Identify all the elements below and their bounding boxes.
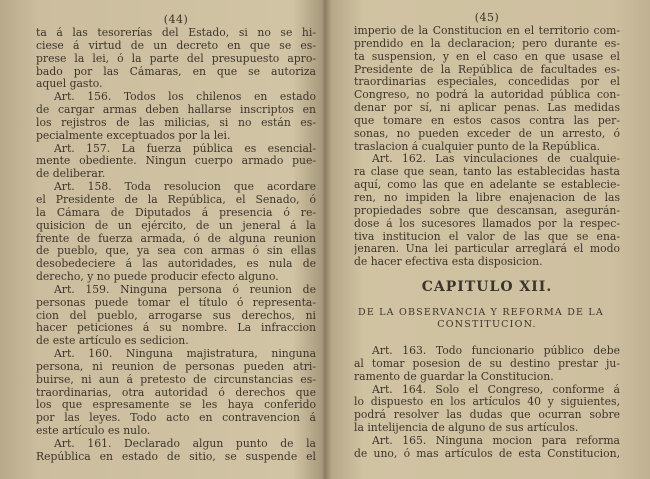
text-line: Presidente de la República de facultades es- (354, 63, 620, 76)
text-line: bado por las Cámaras, en que se autoriza (36, 65, 316, 78)
text-line: este artículo es nulo. (36, 425, 151, 438)
text-line: ren, no impiden la libre enajenacion de las (354, 191, 620, 204)
text-line: el Presidente de la República, el Senado, ó (36, 193, 316, 206)
text-line: de este artículo es sedicion. (36, 335, 189, 348)
left-page-text (36, 27, 316, 464)
text-line: de cargar armas deben hallarse inscriptos en (36, 104, 316, 117)
text-line: personas puede tomar el título ó representa- (36, 296, 316, 309)
text-line: aquel gasto. (36, 78, 103, 91)
text-line: frente de fuerza armada, ó de alguna reunion (36, 232, 316, 245)
article-line: Art. 159. Ninguna persona ó reunion de (54, 283, 316, 296)
text-line: Congreso, no podrá la autoridad pública con- (354, 89, 620, 102)
article-line: Art. 161. Declarado algun punto de la (54, 438, 316, 450)
article-line: Art. 163. Todo funcionario público debe (372, 345, 620, 358)
text-line: al tomar posesion de su destino prestar ju- (354, 357, 620, 370)
article-line: Art. 164. Solo el Congreso, conforme á (372, 383, 620, 396)
text-line: traslacion á cualquier punto de la República. (354, 140, 601, 153)
text-line: ta suspension, y en el caso en que usase el (354, 50, 620, 63)
text-line: traordinarias especiales, concedidas por el (354, 76, 620, 89)
right-page-text-top (354, 25, 620, 269)
text-line: ra clase que sean, tanto las establecidas hasta (354, 166, 620, 179)
right-page (328, 0, 650, 479)
text-line: de uno, ó mas artículos de esta Constitucion, (354, 447, 620, 460)
text-line: lo dispuesto en los artículos 40 y siguientes, (354, 396, 620, 409)
text-line: buirse, ni aun á pretesto de circunstancias es- (36, 373, 316, 386)
text-line: dose á los sucesores llamados por la respec- (354, 217, 620, 230)
left-page (0, 0, 322, 479)
article-line: Art. 157. La fuerza pública es esencial- (54, 142, 316, 155)
text-line: de pueblo, que, ya sea con armas ó sin ellas (36, 245, 316, 258)
text-line: aquí, como las que en adelante se establecie- (354, 179, 620, 192)
text-line: cion del pueblo, arrogarse sus derechos, ni (36, 309, 316, 322)
page-number: (45) (474, 11, 500, 24)
page-number: (44) (163, 13, 189, 26)
text-line: República en estado de sitio, se suspende el (36, 450, 316, 463)
text-line: ciese á virtud de un decreto en que se es- (36, 39, 316, 52)
article-line: Art. 165. Ninguna mocion para reforma (372, 434, 620, 447)
text-line: quisicion de un ejército, de un jeneral á la (36, 219, 316, 232)
text-line: por las leyes. Todo acto en contravencion á (36, 412, 316, 425)
text-line: traordinarias, otra autoridad ó derechos que (36, 386, 316, 399)
text-line: propiedades sobre que descansan, asegurán- (354, 204, 620, 217)
text-line: prese la lei, ó la parte del presupuesto apro- (36, 52, 316, 65)
text-line: ramento de guardar la Constitucion. (354, 370, 554, 383)
text-line: persona, ni reunion de personas pueden atri- (36, 360, 316, 373)
text-line: la intelijencia de alguno de sus artículos. (354, 422, 579, 435)
chapter-title: CAPITULO XII. (421, 279, 553, 296)
article-line: Art. 162. Las vinculaciones de cualquie- (372, 153, 620, 166)
text-line: los que espresamente se les haya conferido (36, 399, 316, 412)
section-title: DE LA OBSERVANCIA Y REFORMA DE LA (358, 307, 604, 319)
text-line: derecho, y no puede producir efecto alguno. (36, 271, 279, 284)
text-line: pecialmente exceptuados por la lei. (36, 129, 231, 142)
article-line: Art. 156. Todos los chilenos en estado (54, 91, 316, 104)
text-line: de deliberar. (36, 168, 106, 181)
text-line: jenaren. Una lei particular arreglará el modo (354, 243, 620, 256)
text-line: desobedeciere á las autoridades, es nula de (36, 258, 316, 271)
text-line: imperio de la Constitucion en el territorio com- (354, 25, 620, 37)
text-line: los rejistros de las milicias, si no están es- (36, 116, 316, 129)
section-title-continued: CONSTITUCION. (437, 319, 537, 331)
article-line: Art. 158. Toda resolucion que acordare (54, 181, 316, 194)
text-line: prendido en la declaracion; pero durante es- (354, 37, 620, 50)
article-line: Art. 160. Ninguna majistratura, ninguna (54, 348, 316, 361)
text-line: de hacer efectiva esta disposicion. (354, 256, 543, 269)
text-line: ta á las tesorerías del Estado, si no se hi- (36, 27, 316, 39)
text-line: podrá resolver las dudas que ocurran sobre (354, 409, 620, 422)
text-line: denar por sí, ni aplicar penas. Las medidas (354, 102, 620, 115)
text-line: la Cámara de Diputados á presencia ó re- (36, 206, 316, 219)
text-line: hacer peticiones á su nombre. La infraccion (36, 322, 316, 335)
text-line: mente obediente. Ningun cuerpo armado pue- (36, 155, 316, 168)
text-line: sonas, no pueden exceder de un arresto, ó (354, 127, 620, 140)
text-line: que tomare en estos casos contra las per- (354, 114, 620, 127)
text-line: tiva institucion el valor de las que se ena- (354, 230, 620, 243)
right-page-text-bottom (354, 345, 620, 461)
